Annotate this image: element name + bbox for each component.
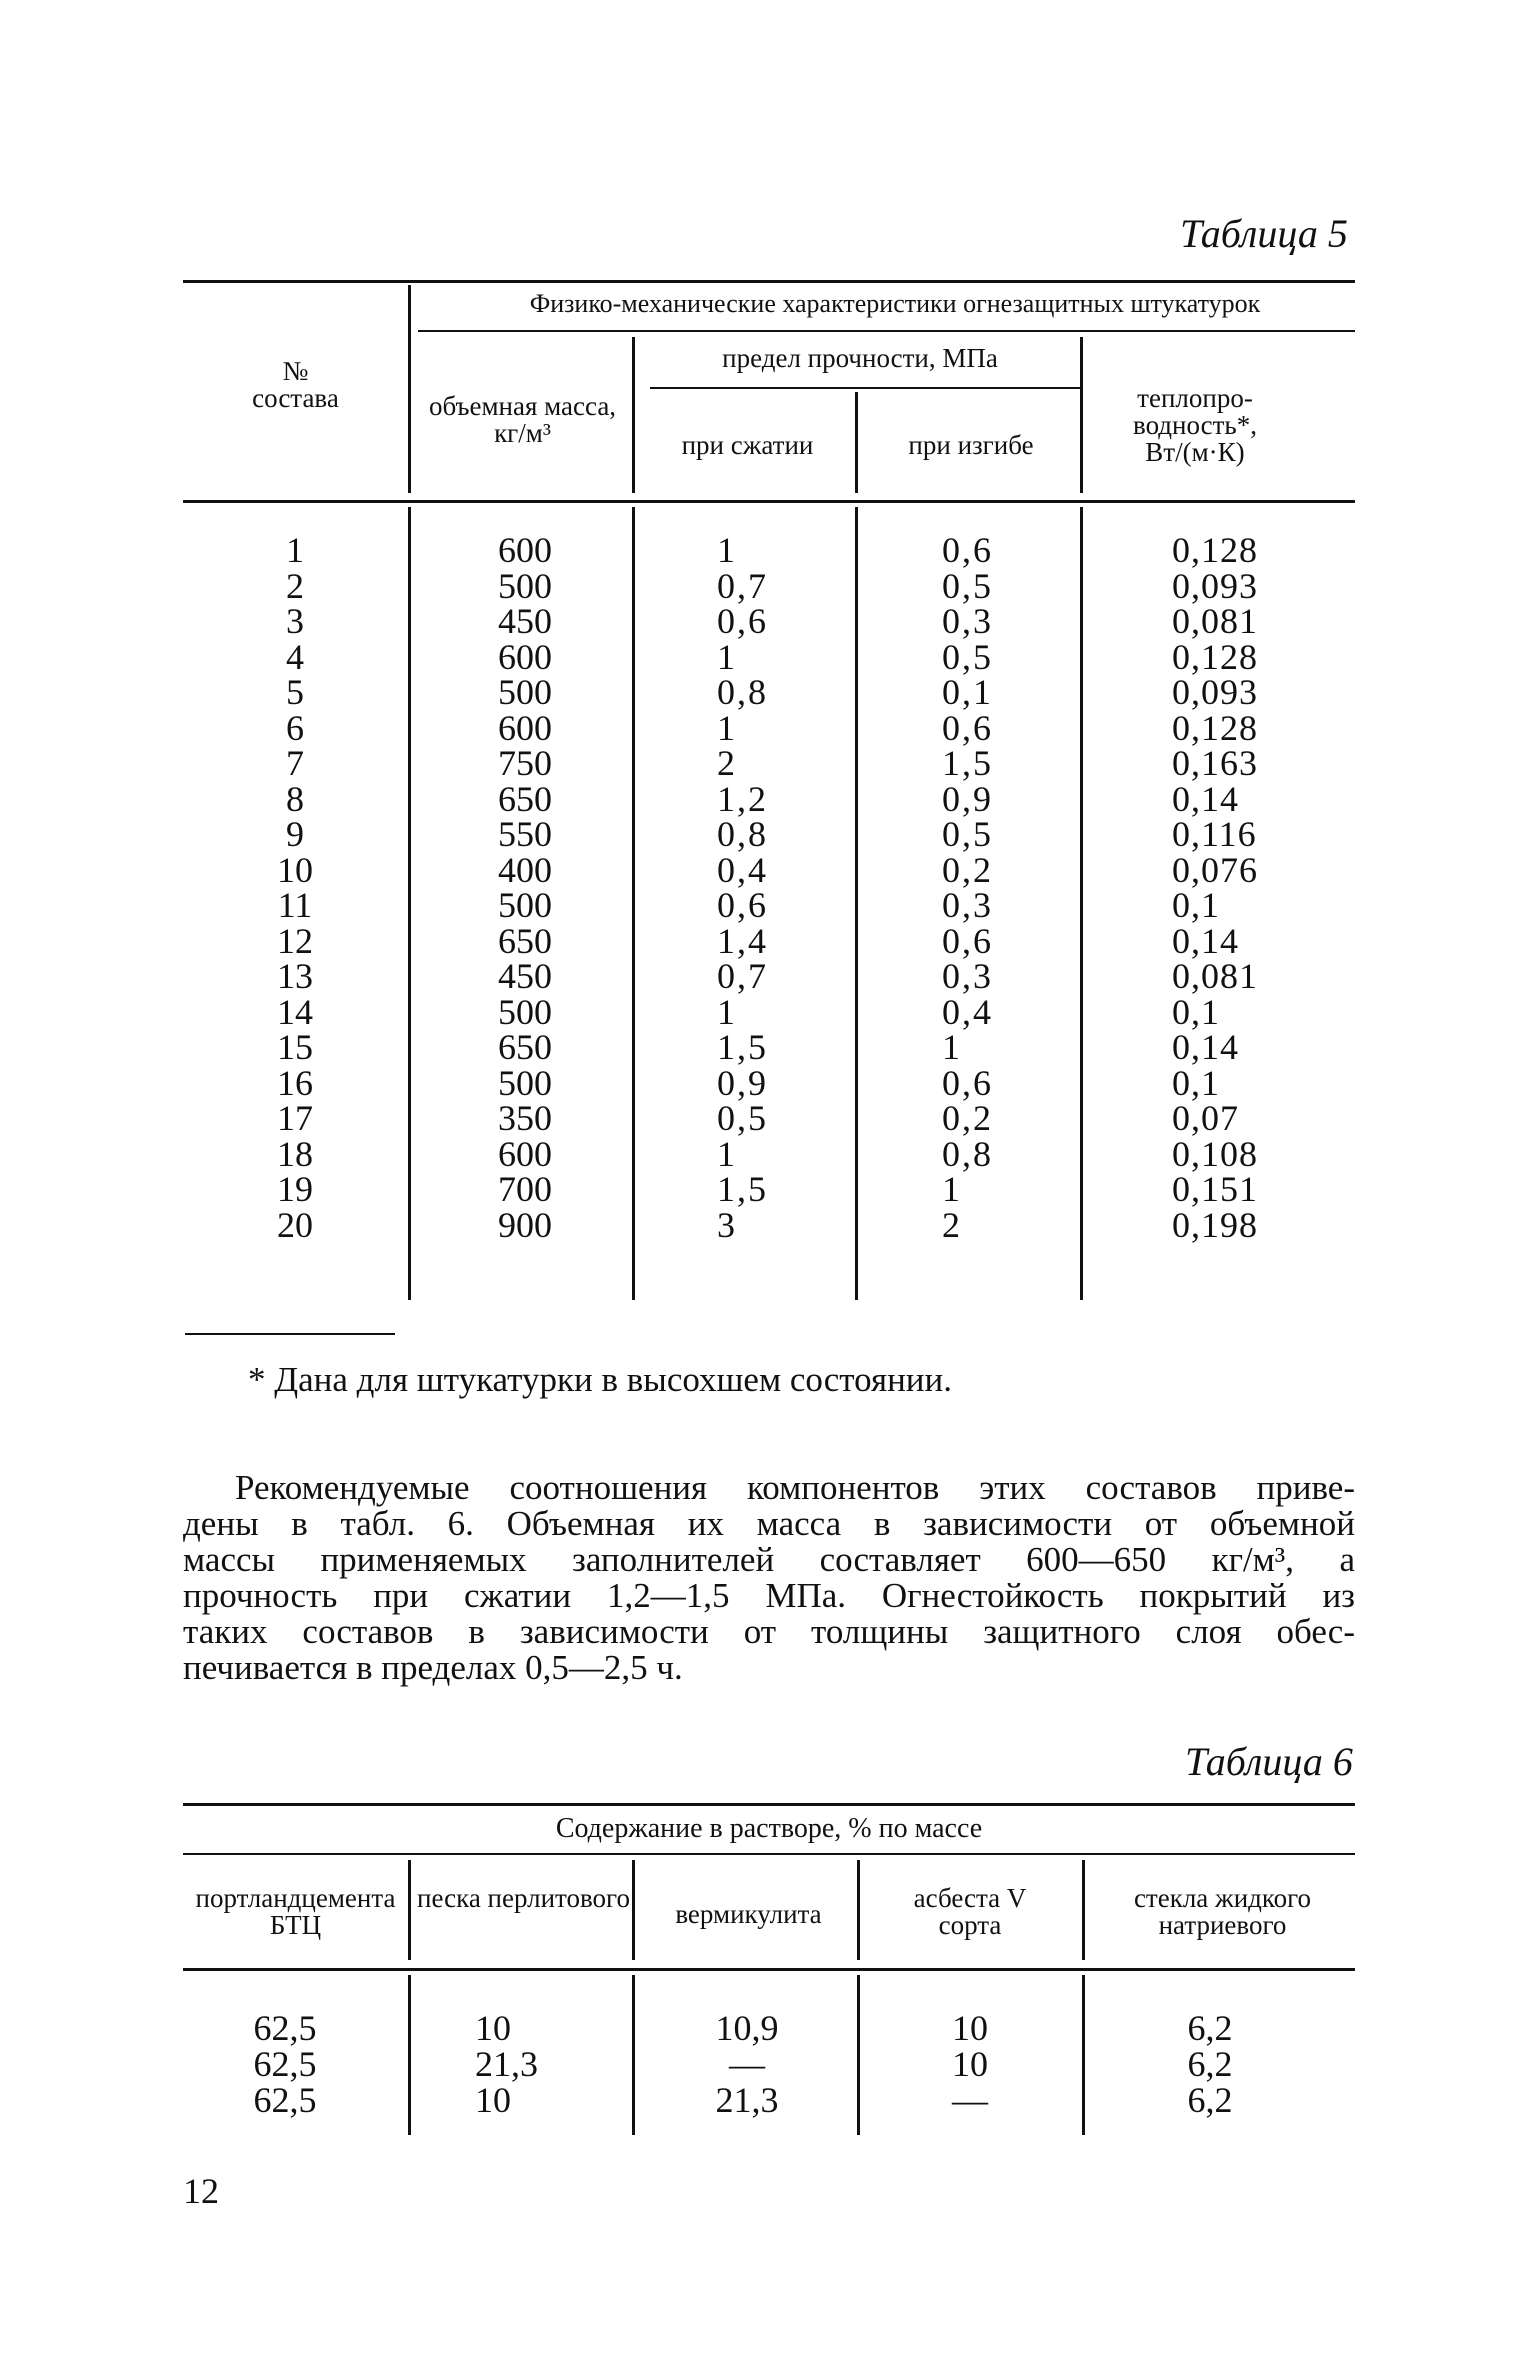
table-cell: 4	[286, 636, 304, 677]
table-cell: 20	[277, 1204, 313, 1245]
table-cell: 0,128	[1172, 636, 1258, 677]
table6-vline	[857, 1860, 860, 1960]
table6-header-rule	[183, 1968, 1355, 1971]
table6-vline	[408, 1860, 411, 1960]
table6-col-perlite: песка перлитового	[417, 1883, 630, 1913]
table5-vline	[632, 337, 635, 493]
table-cell: 1,5	[717, 1027, 768, 1067]
paragraph-line: Рекомендуемые соотношения компонентов этих составов приве-	[235, 1468, 1355, 1507]
paragraph-line: массы применяемых заполнителей составляет 600—650 кг/м³, а	[183, 1540, 1355, 1579]
table-cell: 1	[717, 707, 737, 748]
paragraph-line: прочность при сжатии 1,2—1,5 МПа. Огнестойкость покрытий из	[183, 1576, 1355, 1615]
table5-vline	[408, 507, 411, 1300]
table-cell: 1	[717, 1133, 737, 1174]
table-cell: 0,1	[1172, 991, 1220, 1032]
table-cell: 0,081	[1172, 601, 1258, 641]
table-cell: 0,6	[942, 530, 993, 570]
table-cell: 1,5	[717, 1169, 768, 1209]
table-cell: 0,1	[1172, 885, 1220, 925]
table-cell: 650	[498, 1027, 552, 1067]
table-cell: 700	[498, 1169, 552, 1209]
table-cell: 1,2	[717, 778, 768, 819]
table-cell: 750	[498, 743, 552, 783]
table-cell: 0,128	[1172, 530, 1258, 570]
table-cell: 0,5	[942, 565, 993, 606]
table-cell: 0,5	[717, 1098, 768, 1138]
table-cell: 0,9	[942, 778, 993, 819]
table-cell: 0,093	[1172, 672, 1258, 712]
table-cell: 600	[498, 1133, 552, 1174]
paragraph-line: дены в табл. 6. Объемная их масса в зависимости от объемной	[183, 1504, 1355, 1543]
table-cell: 0,6	[942, 920, 993, 961]
table-cell: 62,5	[253, 2044, 317, 2084]
table-cell: 0,5	[942, 636, 993, 677]
table6-col-glass: стекла жидкого натриевого	[1133, 1883, 1312, 1940]
table-cell: 0,4	[942, 991, 993, 1032]
table5-col-numbers	[240, 530, 350, 1245]
table-cell: 6,2	[1187, 2044, 1233, 2084]
table-cell: 12	[277, 920, 313, 961]
table-cell: 0,2	[942, 849, 993, 890]
table6-vline	[632, 1975, 635, 2135]
table-cell: —	[729, 2044, 765, 2084]
table-cell: 6,2	[1187, 2008, 1233, 2048]
table5-group-header: Физико-механические характеристики огнезащитных штукатурок	[529, 289, 1261, 318]
table-cell: 0,2	[942, 1098, 993, 1138]
table5-header-rule	[183, 500, 1355, 503]
table-cell: 1	[286, 530, 304, 570]
table-cell: 0,151	[1172, 1169, 1258, 1209]
table-cell: 0,198	[1172, 1204, 1258, 1245]
table-cell: 0,1	[942, 672, 993, 712]
table-cell: 0,3	[942, 885, 993, 925]
table-cell: 0,6	[942, 1062, 993, 1103]
table-cell: 10,9	[715, 2008, 779, 2048]
table-cell: 14	[277, 991, 313, 1032]
table-cell: 11	[277, 885, 313, 925]
table5-vline	[855, 392, 858, 493]
table5-vline	[408, 285, 411, 493]
table-cell: 10	[475, 2080, 511, 2120]
table-cell: 1	[942, 1027, 962, 1067]
table-cell: 450	[498, 956, 552, 996]
table-cell: 10	[277, 849, 313, 890]
table5-col-density: объемная масса, кг/м³	[428, 391, 617, 448]
table6-vline	[632, 1860, 635, 1960]
table6-col-cement-values	[225, 2010, 345, 2118]
table-cell: 62,5	[253, 2080, 317, 2120]
table-cell: 21,3	[715, 2080, 779, 2120]
table-cell: 0,3	[942, 956, 993, 996]
table-cell: 0,7	[717, 956, 768, 996]
table-cell: 19	[277, 1169, 313, 1209]
table-cell: 0,6	[717, 885, 768, 925]
table-cell: 0,6	[717, 601, 768, 641]
table-cell: 17	[277, 1098, 313, 1138]
table-cell: 0,108	[1172, 1133, 1258, 1174]
table6-col-perlite-values	[475, 2010, 565, 2118]
table-cell: 0,1	[1172, 1062, 1220, 1103]
table-cell: 650	[498, 920, 552, 961]
table-cell: 3	[286, 601, 304, 641]
table-cell: 0,163	[1172, 743, 1258, 783]
table-cell: 8	[286, 778, 304, 819]
table-cell: 500	[498, 565, 552, 606]
table-cell: 0,3	[942, 601, 993, 641]
table6-col-asbestos: асбеста V сорта	[913, 1883, 1027, 1940]
table-cell: 15	[277, 1027, 313, 1067]
table-cell: 2	[286, 565, 304, 606]
table-cell: 0,9	[717, 1062, 768, 1103]
table6-top-rule	[183, 1803, 1355, 1806]
table-cell: 0,8	[717, 672, 768, 712]
paragraph-line: таких составов в зависимости от толщины защитного слоя обес-	[183, 1612, 1355, 1651]
table-cell: 0,7	[717, 565, 768, 606]
paragraph-line: печивается в пределах 0,5—2,5 ч.	[183, 1648, 683, 1687]
table5-vline	[632, 507, 635, 1300]
table-cell: 550	[498, 814, 552, 854]
table5-caption: Таблица 5	[1180, 211, 1348, 256]
table6-col-vermiculite-values	[692, 2010, 802, 2118]
table-cell: 1	[717, 991, 737, 1032]
table-cell: 6	[286, 707, 304, 748]
table5-col-conductivity: теплопроводность*, Вт/(м·К)	[1133, 383, 1257, 467]
table5-col-bending: при изгибе	[908, 430, 1034, 460]
table5-col-compression: при сжатии	[681, 430, 814, 460]
table-cell: 18	[277, 1133, 313, 1174]
table5-strength-rule	[650, 387, 1080, 389]
table5-col-bending-values	[942, 530, 1052, 1245]
table5-vline	[1080, 507, 1083, 1300]
table-cell: 0,116	[1172, 814, 1257, 854]
table-cell: 0,093	[1172, 565, 1258, 606]
table-cell: 600	[498, 530, 552, 570]
table5-top-rule	[183, 280, 1355, 283]
table-cell: 10	[952, 2044, 988, 2084]
table-cell: 400	[498, 849, 552, 890]
table-cell: 500	[498, 991, 552, 1032]
footnote: * Дана для штукатурки в высохшем состоянии.	[248, 1360, 953, 1399]
table-cell: 21,3	[475, 2044, 538, 2084]
table-cell: 1	[942, 1169, 962, 1209]
table-cell: 450	[498, 601, 552, 641]
table-cell: 500	[498, 1062, 552, 1103]
table-cell: 0,14	[1172, 920, 1239, 961]
table-cell: 2	[942, 1204, 962, 1245]
table-cell: 0,8	[717, 814, 768, 854]
table-cell: —	[952, 2080, 988, 2120]
table-cell: 0,081	[1172, 956, 1258, 996]
table-cell: 7	[286, 743, 304, 783]
footnote-rule	[185, 1333, 395, 1335]
table6-vline	[857, 1975, 860, 2135]
table-cell: 0,5	[942, 814, 993, 854]
table-cell: 0,14	[1172, 778, 1239, 819]
table-cell: 0,076	[1172, 849, 1258, 890]
table-cell: 0,4	[717, 849, 768, 890]
table-cell: 2	[717, 743, 737, 783]
table5-col-density-values	[470, 530, 580, 1245]
table5-vline	[855, 507, 858, 1300]
table6-group-rule	[183, 1853, 1355, 1855]
table-cell: 0,128	[1172, 707, 1258, 748]
table-cell: 1,4	[717, 920, 768, 961]
table5-col-compression-values	[717, 530, 827, 1245]
page-number: 12	[183, 2171, 219, 2211]
table6-vline	[408, 1975, 411, 2135]
table-cell: 0,07	[1172, 1098, 1239, 1138]
table6-group-header: Содержание в растворе, % по массе	[555, 1813, 983, 1844]
table-cell: 10	[475, 2008, 511, 2048]
table-cell: 13	[277, 956, 313, 996]
table-cell: 350	[498, 1098, 552, 1138]
table6-col-cement: портландцемента БТЦ	[195, 1883, 396, 1940]
table-cell: 500	[498, 885, 552, 925]
table-cell: 1	[717, 636, 737, 677]
table5-vline	[1080, 337, 1083, 493]
table6-col-vermiculite: вермикулита	[675, 1899, 822, 1929]
table-cell: 1,5	[942, 743, 993, 783]
table-cell: 0,8	[942, 1133, 993, 1174]
table-cell: 5	[286, 672, 304, 712]
table5-strength-header: предел прочности, МПа	[722, 343, 998, 373]
table-cell: 1	[717, 530, 737, 570]
table5-col-no: № состава	[252, 356, 339, 413]
table-cell: 600	[498, 707, 552, 748]
table-cell: 9	[286, 814, 304, 854]
table-cell: 62,5	[253, 2008, 317, 2048]
table-cell: 500	[498, 672, 552, 712]
table6-col-glass-values	[1165, 2010, 1255, 2118]
body-paragraph	[183, 1470, 1355, 1686]
table-cell: 6,2	[1187, 2080, 1233, 2120]
table-cell: 3	[717, 1204, 737, 1245]
table6-vline	[1082, 1860, 1085, 1960]
table-cell: 650	[498, 778, 552, 819]
table5-group-rule	[418, 330, 1355, 332]
table6-vline	[1082, 1975, 1085, 2135]
table-cell: 10	[952, 2008, 988, 2048]
table-cell: 0,14	[1172, 1027, 1239, 1067]
table-cell: 900	[498, 1204, 552, 1245]
table-cell: 600	[498, 636, 552, 677]
table-cell: 16	[277, 1062, 313, 1103]
table6-caption: Таблица 6	[1185, 1739, 1353, 1784]
table-cell: 0,6	[942, 707, 993, 748]
table6-col-asbestos-values	[920, 2010, 1020, 2118]
table5-col-conductivity-values	[1172, 530, 1312, 1245]
